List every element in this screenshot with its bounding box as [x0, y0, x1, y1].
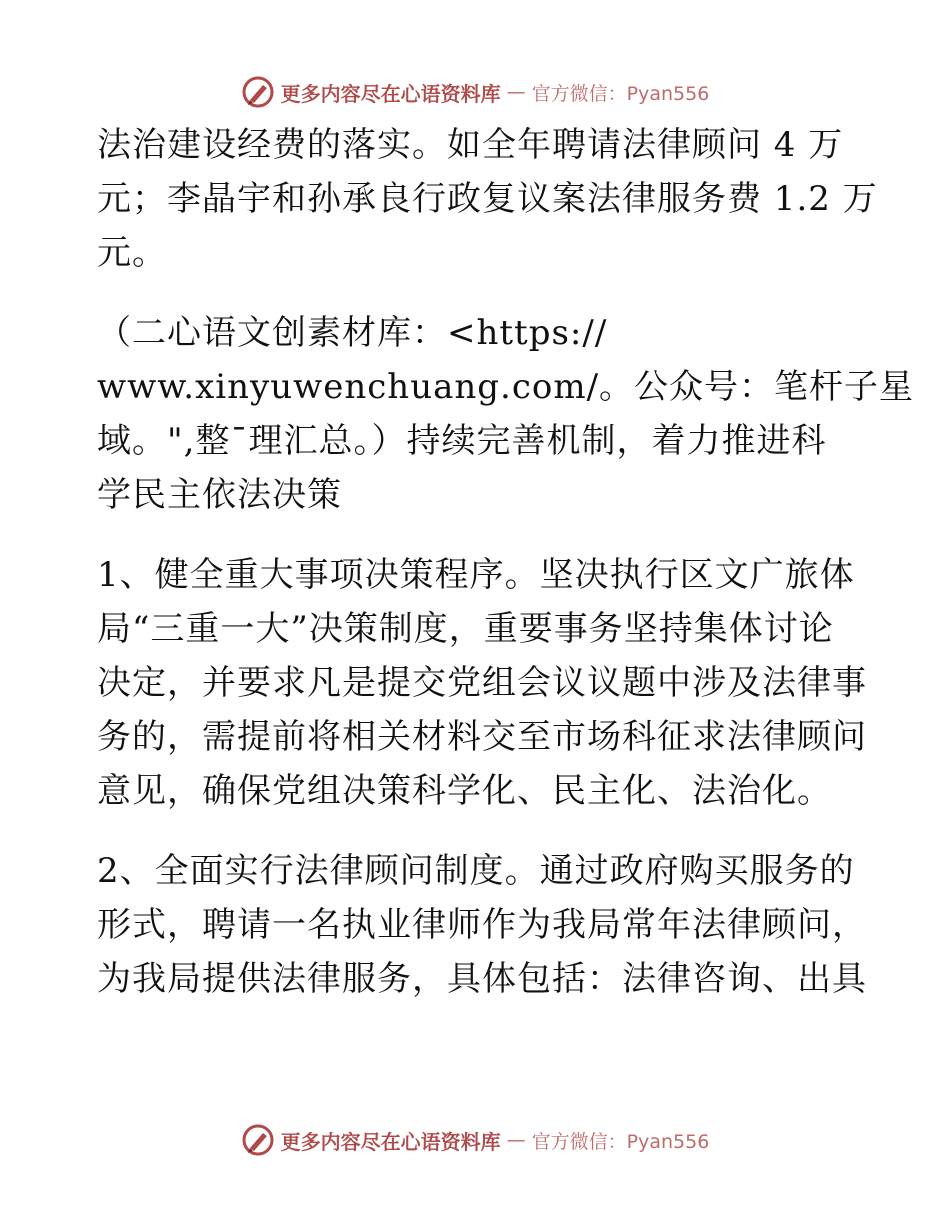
footer-brand-text: 更多内容尽在心语资料库: [280, 1129, 501, 1154]
text-line: 1、健全重大事项决策程序。坚决执行区文广旅体: [97, 555, 855, 595]
pen-logo-icon: [241, 1123, 275, 1157]
footer-separator: —: [506, 1129, 526, 1151]
text-line: （二心语文创素材库：<https://: [97, 313, 608, 353]
paragraph-3: [97, 548, 867, 818]
paragraph-2: [97, 306, 915, 522]
pen-logo-icon: [241, 75, 275, 109]
paragraph-4: [97, 844, 867, 1006]
footer-wechat-text: 官方微信：Pyan556: [531, 1130, 710, 1153]
document-body: [97, 118, 915, 1006]
header-separator: —: [506, 81, 526, 103]
text-line: 局“三重一大”决策制度，重要事务坚持集体讨论: [97, 609, 834, 649]
paragraph-1: [97, 118, 878, 280]
text-line: 学民主依法决策: [97, 475, 342, 515]
text-line: www.xinyuwenchuang.com/。公众号：笔杆子星: [97, 367, 915, 407]
text-line: 意见，确保党组决策科学化、民主化、法治化。: [97, 771, 832, 811]
header-brand-text: 更多内容尽在心语资料库: [280, 81, 501, 106]
text-line: 务的，需提前将相关材料交至市场科征求法律顾问: [97, 717, 867, 757]
text-line: 形式，聘请一名执业律师作为我局常年法律顾问，: [97, 905, 867, 945]
text-line: 法治建设经费的落实。如全年聘请法律顾问 4 万: [97, 125, 844, 165]
text-line: 决定，并要求凡是提交党组会议议题中涉及法律事: [97, 663, 867, 703]
text-line: 元。: [97, 233, 167, 273]
footer-banner: [0, 1120, 950, 1160]
header-banner: [0, 72, 950, 112]
header-wechat-text: 官方微信：Pyan556: [531, 82, 710, 105]
text-line: 2、全面实行法律顾问制度。通过政府购买服务的: [97, 851, 855, 891]
text-line: 域。",整¯理汇总。）持续完善机制，着力推进科: [97, 421, 827, 461]
text-line: 元；李晶宇和孙承良行政复议案法律服务费 1.2 万: [97, 179, 878, 219]
text-line: 为我局提供法律服务，具体包括：法律咨询、出具: [97, 959, 867, 999]
